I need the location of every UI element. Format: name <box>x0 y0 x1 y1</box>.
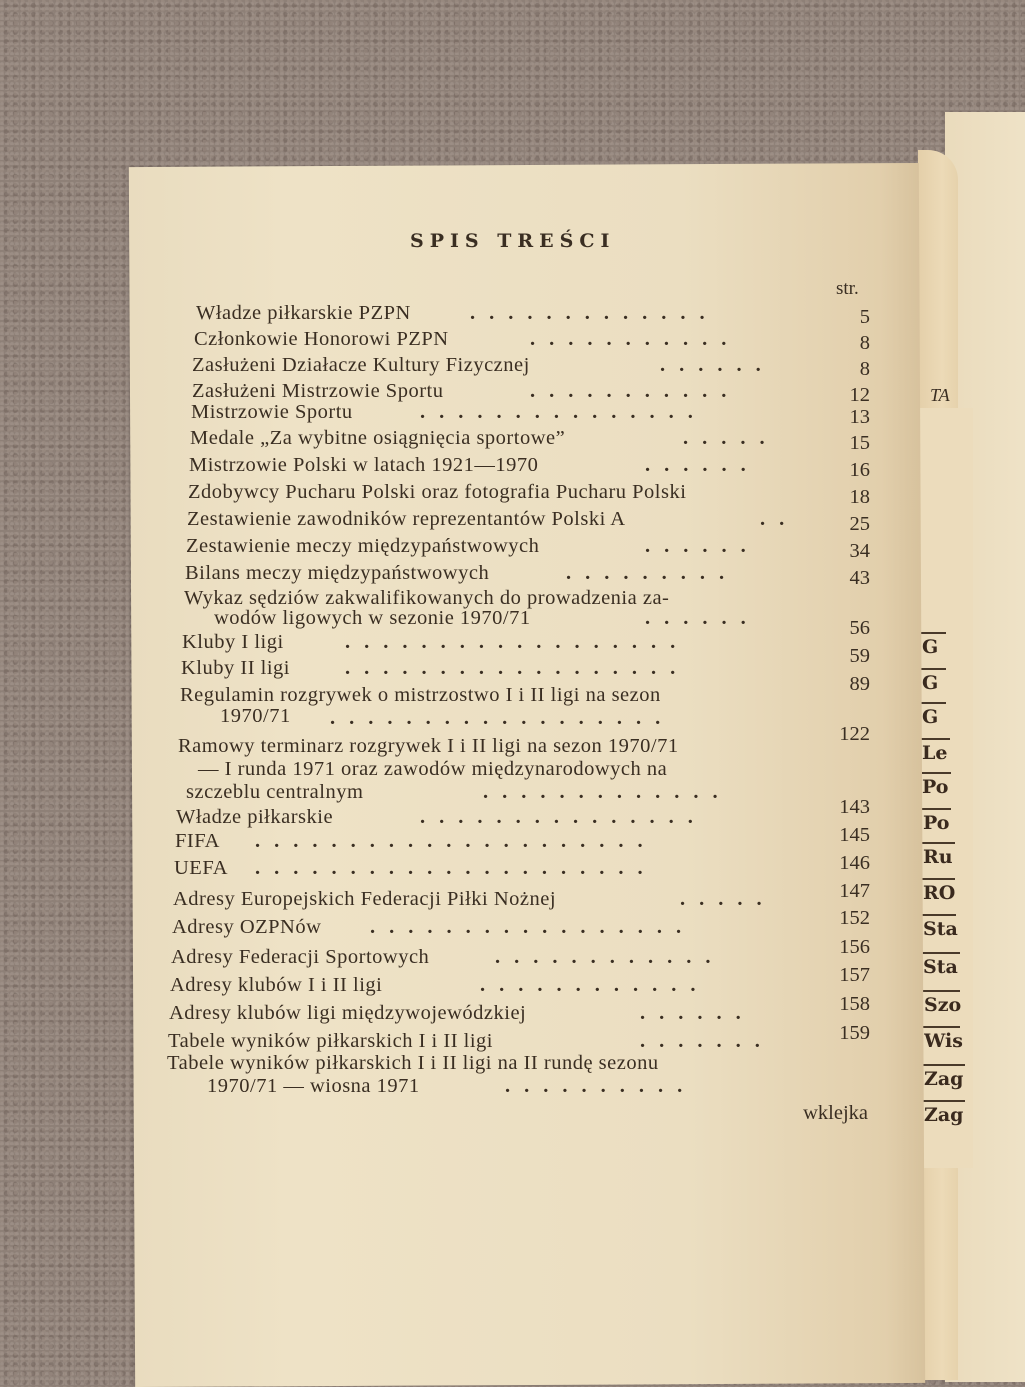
club-name-fragment: Wis <box>924 1030 963 1052</box>
toc-entry-title: Adresy Federacji Sportowych <box>171 946 430 968</box>
toc-entry-title: FIFA <box>175 830 220 852</box>
club-name-fragment: Sta <box>923 918 958 940</box>
toc-entry-title: Medale „Za wybitne osiągnięcia sportowe” <box>190 427 566 449</box>
toc-page-number: 147 <box>839 880 870 902</box>
toc-entry-title: Adresy Europejskich Federacji Piłki Nożnej <box>173 888 557 910</box>
leader-dots: ........... <box>530 380 741 402</box>
club-name-fragment: Po <box>922 776 949 798</box>
leader-dots: .. <box>760 508 799 530</box>
leader-dots: ...... <box>640 1002 755 1024</box>
toc-page-number: 122 <box>839 723 870 745</box>
club-name-fragment: Po <box>923 812 950 834</box>
toc-entry-title-continued: wodów ligowych w sezonie 1970/71 <box>214 607 531 629</box>
toc-page-number: 89 <box>849 673 870 695</box>
toc-entry-title: Mistrzowie Sportu <box>191 401 353 423</box>
toc-page-number: 158 <box>839 993 870 1015</box>
club-name-fragment: G <box>922 636 939 658</box>
toc-entry-title: Władze piłkarskie <box>176 806 334 828</box>
toc-page-number: 12 <box>849 384 870 406</box>
toc-page-number: 18 <box>849 486 870 508</box>
toc-page-number: 146 <box>839 852 870 874</box>
toc-page-number: 145 <box>839 824 870 846</box>
leader-dots: ....... <box>640 1030 774 1052</box>
toc-entry-title: Bilans meczy międzypaństwowych <box>185 562 490 584</box>
leader-dots: ............. <box>470 302 719 324</box>
toc-entry-title: Kluby I ligi <box>182 631 284 653</box>
toc-page-number: 157 <box>839 964 870 986</box>
toc-entry-title: Mistrzowie Polski w latach 1921—1970 <box>189 454 539 476</box>
page-column-label: str. <box>836 278 859 299</box>
club-name-fragment: Zag <box>924 1104 964 1126</box>
toc-entry-title: Ramowy terminarz rozgrywek I i II ligi na sezon 1970/71 <box>178 735 679 757</box>
toc-page-number: 16 <box>849 459 870 481</box>
leader-dots: ............ <box>480 974 710 996</box>
club-name-fragment: Le <box>922 742 948 764</box>
leader-dots: .................. <box>345 657 690 679</box>
leader-dots: ......... <box>566 562 739 584</box>
club-name-fragment: Ru <box>923 846 953 868</box>
toc-page-number: 8 <box>859 332 870 354</box>
toc-page-number: 152 <box>839 907 870 929</box>
club-name-fragment: G <box>922 706 939 728</box>
toc-entry-title-continued: szczeblu centralnym <box>186 781 364 803</box>
toc-page-number: 156 <box>839 936 870 958</box>
toc-page-number: 13 <box>849 406 870 428</box>
leader-dots: ..... <box>680 888 776 910</box>
toc-entry-title: Adresy klubów I i II ligi <box>170 974 383 996</box>
toc-entry-title: Zdobywcy Pucharu Polski oraz fotografia Pucharu Polski <box>188 481 687 503</box>
leader-dots: ................. <box>370 916 696 938</box>
toc-entry-title: Tabele wyników piłkarskich I i II ligi <box>168 1030 493 1052</box>
toc-entry-title: Członkowie Honorowi PZPN <box>194 328 449 350</box>
toc-entry-title: Wykaz sędziów zakwalifikowanych do prowadzenia za- <box>184 587 670 609</box>
leader-dots: ............... <box>420 806 707 828</box>
toc-page-number: 5 <box>859 306 870 328</box>
toc-entry-title: Zestawienie zawodników reprezentantów Polski A <box>187 508 626 530</box>
toc-page-number: 25 <box>849 513 870 535</box>
toc-page-number: 56 <box>849 617 870 639</box>
toc-entry-title: Adresy klubów ligi międzywojewódzkiej <box>169 1002 527 1024</box>
toc-entry-title: Adresy OZPNów <box>172 916 322 938</box>
club-name-fragment: G <box>922 672 939 694</box>
leader-dots: ............. <box>483 781 732 803</box>
toc-page-number: 8 <box>859 358 870 380</box>
leader-dots: ..... <box>683 427 779 449</box>
page-title: SPIS TREŚCI <box>410 230 616 252</box>
toc-page-number: 59 <box>849 645 870 667</box>
toc-page-number: 34 <box>849 540 870 562</box>
right-page-header-fragment: TA <box>930 385 950 405</box>
toc-entry-title: UEFA <box>174 857 229 879</box>
leader-dots: ...... <box>645 607 760 629</box>
leader-dots: .................. <box>330 707 675 729</box>
toc-page-number: 143 <box>839 796 870 818</box>
leader-dots: ........... <box>530 328 741 350</box>
toc-entry-title-continued: 1970/71 — wiosna 1971 <box>207 1075 420 1097</box>
toc-entry-title-continued: 1970/71 <box>220 705 291 727</box>
club-name-fragment: Szo <box>924 994 962 1016</box>
toc-entry-title-continued: — I runda 1971 oraz zawodów międzynarodowych na <box>198 758 668 780</box>
leader-dots: ..................... <box>255 857 657 879</box>
leader-dots: ............ <box>495 946 725 968</box>
toc-page-number: 15 <box>849 432 870 454</box>
leader-dots: ............... <box>420 401 707 423</box>
leader-dots: ..................... <box>255 830 657 852</box>
toc-page-number: wklejka <box>803 1102 868 1124</box>
toc-page-number: 43 <box>849 567 870 589</box>
leader-dots: ...... <box>645 454 760 476</box>
toc-entry-title: Regulamin rozgrywek o mistrzostwo I i II ligi na sezon <box>180 684 661 706</box>
toc-entry-title: Kluby II ligi <box>181 657 290 679</box>
club-name-fragment: Zag <box>924 1068 964 1090</box>
toc-entry-title: Zasłużeni Działacze Kultury Fizycznej <box>192 354 530 376</box>
toc-entry-title: Tabele wyników piłkarskich I i II ligi na II rundę sezonu <box>167 1052 659 1074</box>
toc-entry-title: Władze piłkarskie PZPN <box>196 302 411 324</box>
leader-dots: .................. <box>345 631 690 653</box>
leader-dots: ...... <box>660 354 775 376</box>
club-name-fragment: Sta <box>923 956 958 978</box>
leader-dots: ...... <box>645 535 760 557</box>
leader-dots: .......... <box>505 1075 697 1097</box>
toc-page-number: 159 <box>839 1022 870 1044</box>
toc-entry-title: Zestawienie meczy międzypaństwowych <box>186 535 540 557</box>
club-name-fragment: RO <box>923 882 956 904</box>
toc-entry-title: Zasłużeni Mistrzowie Sportu <box>192 380 444 402</box>
